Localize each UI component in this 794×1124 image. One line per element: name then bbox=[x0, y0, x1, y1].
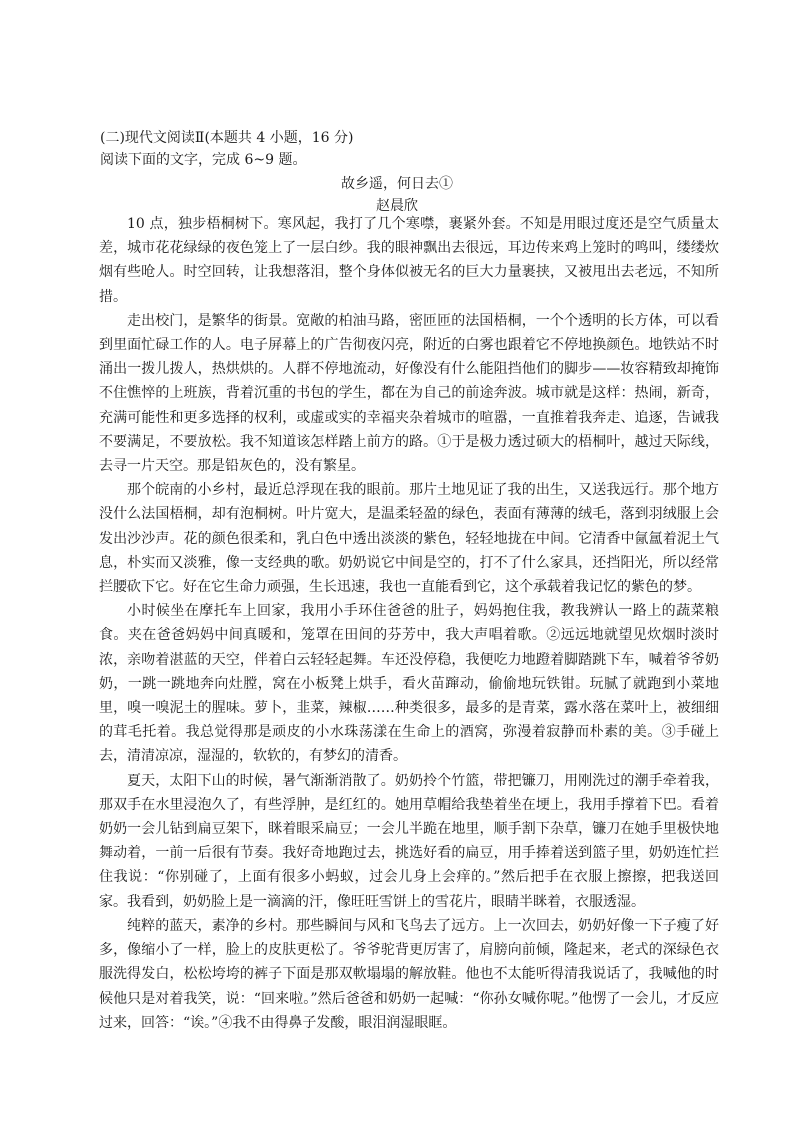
article-body bbox=[99, 212, 719, 1035]
paragraph: 纯粹的蓝天，素净的乡村。那些瞬间与风和飞鸟去了远方。上一次回去，奶奶好像一下子瘦了好多，像缩小了一样，脸上的皮肤更松了。爷爷驼背更厉害了，肩膀向前倾，隆起来，老式的深绿色衣服洗得发白，松松垮垮的裤子下面是那双軟塌塌的解放鞋。他也不太能听得清我说话了，我喊他的时候他只是对着我笑，说：“回来啦。”然后爸爸和奶奶一起喊：“你孙女喊你呢。”他愣了一会儿，才反应过来，回答：“诶。”④我不由得鼻子发酸，眼泪润湿眼眶。 bbox=[99, 917, 719, 1031]
article-author: 赵晨欣 bbox=[376, 198, 418, 214]
reading-instruction: 阅读下面的文字，完成 6~9 题。 bbox=[100, 152, 307, 168]
paragraph: 那个皖南的小乡村，最近总浮现在我的眼前。那片土地见证了我的出生，又送我远行。那个地方没什么法国梧桐，却有泡桐树。叶片宽大，是温柔轻盈的绿色，表面有薄薄的绒毛，落到羽绒服上会发出沙沙声。花的颜色很柔和，乳白色中透出淡淡的紫色，轻轻地拢在中间。它清香中氤氲着泥土气息，朴实而又淡雅，像一支经典的歌。奶奶说它中间是空的，打不了什么家具，还挡阳光，所以经常拦腰砍下它。好在它生命力顽强，生长迅速，我也一直能看到它，这个承载着我记忆的紫色的梦。 bbox=[99, 482, 719, 596]
section-heading: (二)现代文阅读Ⅱ(本题共 4 小题，16 分) bbox=[100, 130, 354, 146]
paragraph: 小时候坐在摩托车上回家，我用小手环住爸爸的肚子，妈妈抱住我，教我辨认一路上的蔬菜粮食。夹在爸爸妈妈中间真暖和，笼罩在田间的芬芳中，我大声唱着歌。②远远地就望见炊烟时淡时浓，亲吻着湛蓝的天空，伴着白云轻轻起舞。车还没停稳，我便吃力地蹬着脚踏跳下车，喊着爷爷奶奶，一跳一跳地奔向灶膛，窝在小板凳上烘手，看火苗蹿动，偷偷地玩铁钳。玩腻了就跑到小菜地里，嗅一嗅泥土的腥味。萝卜，韭菜，辣椒……种类很多，最多的是青菜，露水落在菜叶上，被细细的茸毛托着。我总觉得那是顽皮的小水珠荡漾在生命上的酒窝，弥漫着寂静而朴素的美。③手碰上去，清清凉凉，湿湿的，软软的，有梦幻的清香。 bbox=[99, 603, 719, 765]
paragraph: 走出校门，是繁华的街景。宽敞的柏油马路，密匝匝的法国梧桐，一个个透明的长方体，可以看到里面忙碌工作的人。电子屏幕上的广告彻夜闪亮，附近的白雾也跟着它不停地换颜色。地铁站不时涌出一拨儿拨人，热烘烘的。人群不停地流动，好像没有什么能阻挡他们的脚步——妆容精致却掩饰不住憔悴的上班族，背着沉重的书包的学生，都在为自己的前途奔波。城市就是这样：热闹，新奇，充满可能性和更多选择的权利，或虚或实的幸福夹杂着城市的喧嚣，一直推着我奔走、追逐，告诫我不要满足，不要放松。我不知道该怎样踏上前方的路。①于是极力透过硕大的梧桐叶，越过天际线，去寻一片天空。那是铅灰色的，没有繁星。 bbox=[99, 312, 719, 475]
paragraph: 夏天，太阳下山的时候，暑气渐渐消散了。奶奶拎个竹篮，带把镰刀，用刚洗过的潮手牵着我，那双手在水里浸泡久了，有些浮肿，是红红的。她用草帽给我垫着坐在埂上，我用手撑着下巴。看着奶奶一会儿钻到扁豆架下，眯着眼采扁豆；一会儿半跪在地里，顺手割下杂草，镰刀在她手里极快地舞动着，一前一后很有节奏。我好奇地跑过去，挑选好看的扁豆，用手捧着送到篮子里，奶奶连忙拦住我说：“你别碰了，上面有很多小蚂蚁，过会儿身上会痒的。”然后把手在衣服上擦擦，把我送回家。我看到，奶奶脸上是一滴滴的汗，像旺旺雪饼上的雪花片，眼睛半眯着，衣服透湿。 bbox=[99, 772, 719, 910]
article-title: 故乡遥，何日去① bbox=[341, 176, 453, 192]
paragraph: 10 点，独步梧桐树下。寒风起，我打了几个寒噤，裹紧外套。不知是用眼过度还是空气质量太差，城市花花绿绿的夜色笼上了一层白纱。我的眼神飘出去很远，耳边传来鸡上笼时的鸣叫，缕缕炊烟有些呛人。时空回转，让我想落泪，整个身体似被无名的巨大力量裹挟，又被甩出去老远，不知所措。 bbox=[99, 216, 719, 305]
